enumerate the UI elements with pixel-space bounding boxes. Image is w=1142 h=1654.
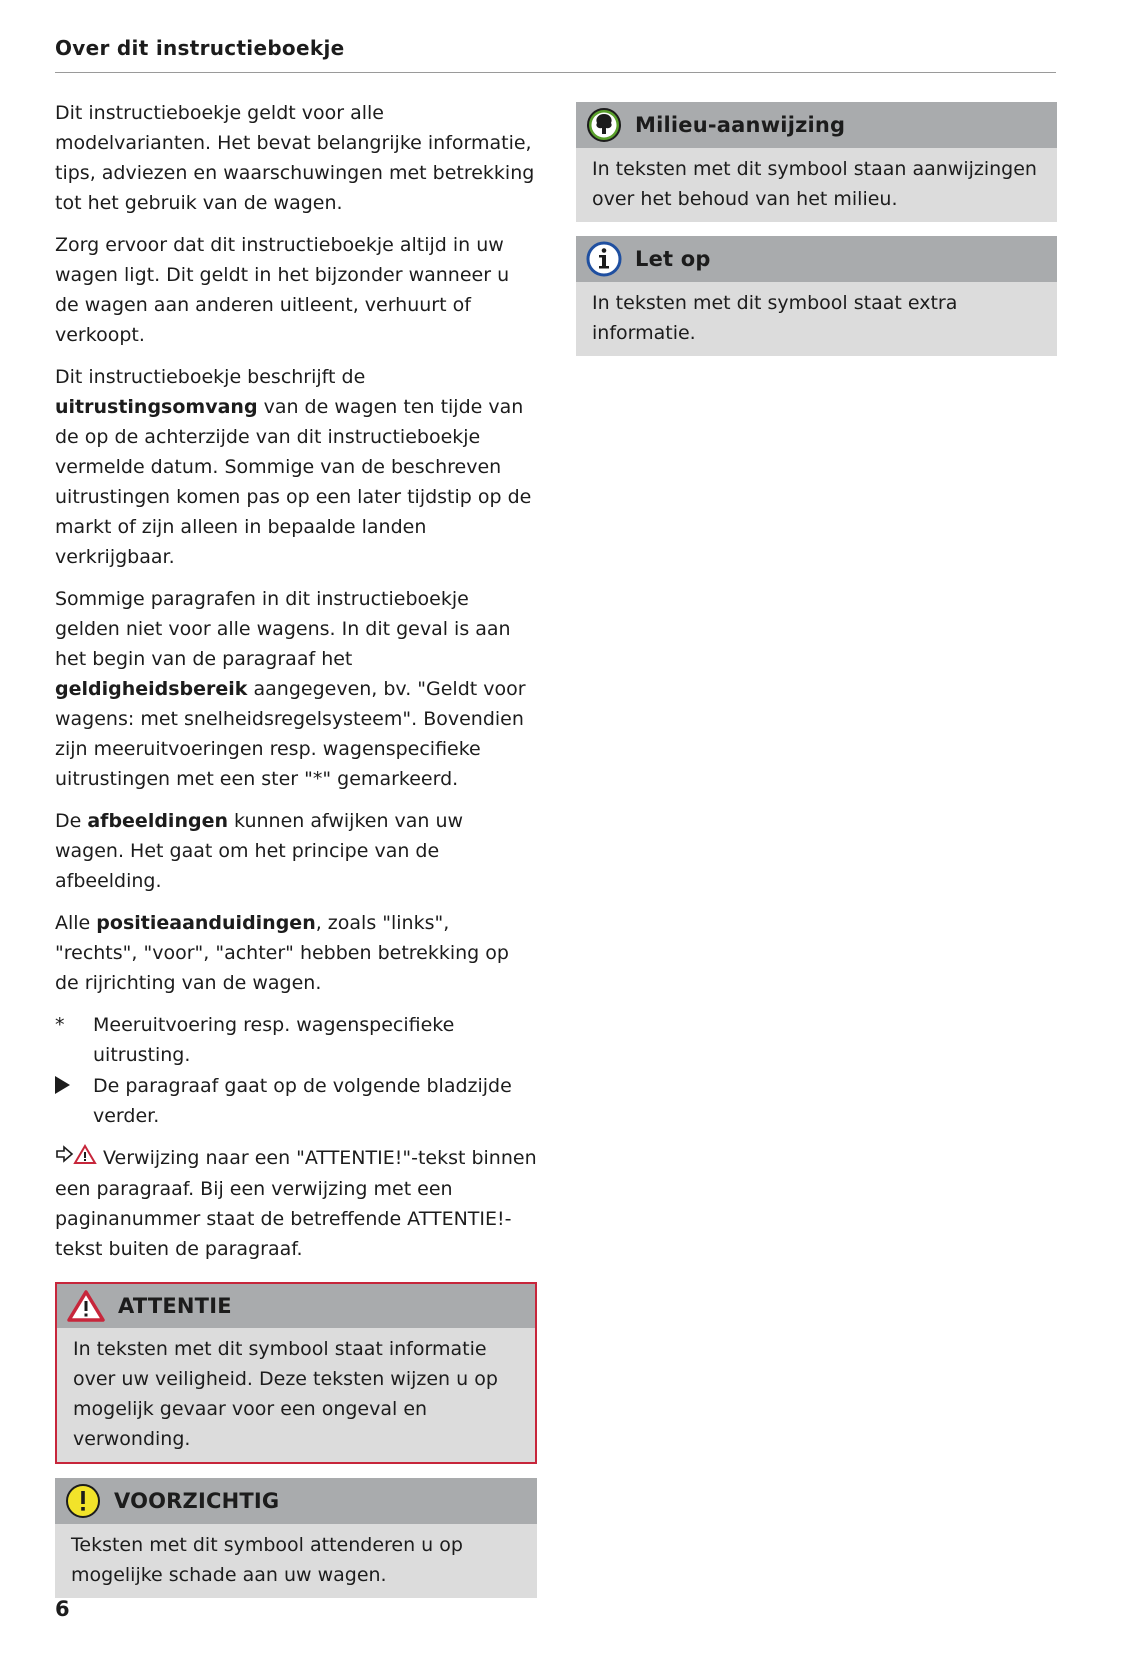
warning-triangle-icon — [66, 1289, 106, 1323]
bold-term: geldigheidsbereik — [55, 678, 248, 700]
arrow-warning-icon — [55, 1143, 99, 1165]
exclamation-circle-icon — [64, 1482, 102, 1520]
bold-term: positieaanduidingen — [96, 912, 316, 934]
caution-box-title: VOORZICHTIG — [114, 1489, 280, 1513]
left-column — [55, 98, 537, 1612]
symbol-legend — [55, 1010, 537, 1131]
environment-box-body: In teksten met dit symbool staan aanwijzingen over het behoud van het milieu. — [576, 148, 1057, 222]
attention-box-header — [57, 1284, 535, 1328]
bold-term: uitrustingsomvang — [55, 396, 258, 418]
paragraph-illustrations — [55, 806, 537, 896]
page-header — [55, 36, 1056, 73]
bold-term: afbeeldingen — [87, 810, 228, 832]
legend-text: Meeruitvoering resp. wagenspecifieke uitrusting. — [93, 1014, 455, 1066]
caution-box-body: Teksten met dit symbool attenderen u op mogelijke schade aan uw wagen. — [55, 1524, 537, 1598]
caution-box-header — [55, 1478, 537, 1524]
paragraph-equipment-scope — [55, 362, 537, 572]
caution-box — [55, 1478, 537, 1598]
attention-box-title: ATTENTIE — [118, 1294, 232, 1318]
text-span: Alle — [55, 912, 97, 934]
page-number: 6 — [55, 1597, 70, 1621]
environment-box-title: Milieu-aanwijzing — [635, 113, 846, 137]
text-span: Verwijzing naar een "ATTENTIE!"-tekst binnen een paragraaf. Bij een verwijzing met een paginanummer staat de betreffende ATTENTIE!-tekst buiten de paragraaf. — [55, 1147, 537, 1260]
info-icon — [585, 240, 623, 278]
right-column — [576, 102, 1057, 370]
text-span: kunnen afwijken van uw wagen. Het gaat om het principe van de afbeelding. — [55, 810, 464, 892]
text-span: aangegeven, bv. "Geldt voor wagens: met snelheidsregelsysteem". Bovendien zijn meeruitvoeringen resp. wagenspecifieke uitrustingen met een ster "*" gemarkeerd. — [55, 678, 526, 790]
info-box-body: In teksten met dit symbool staat extra informatie. — [576, 282, 1057, 356]
tree-icon — [585, 106, 623, 144]
paragraph-positions — [55, 908, 537, 998]
attention-box — [55, 1282, 537, 1464]
text-span: van de wagen ten tijde van de op de achterzijde van dit instructieboekje vermelde datum. Sommige van de beschreven uitrustingen komen pas op een later tijdstip op de markt of zijn alleen in bepaalde landen verkrijgbaar. — [55, 396, 532, 568]
reference-icons — [55, 1143, 99, 1174]
legend-text: De paragraaf gaat op de volgende bladzijde verder. — [93, 1075, 512, 1127]
legend-item — [55, 1071, 537, 1131]
info-box-header — [576, 236, 1057, 282]
legend-item — [55, 1010, 537, 1070]
legend-symbol — [55, 1071, 93, 1131]
text-span: De — [55, 810, 88, 832]
environment-box-header — [576, 102, 1057, 148]
text-span: Dit instructieboekje beschrijft de — [55, 366, 366, 388]
attention-box-body: In teksten met dit symbool staat informatie over uw veiligheid. Deze teksten wijzen u op mogelijk gevaar voor een ongeval en verwonding. — [57, 1328, 535, 1462]
environment-box — [576, 102, 1057, 222]
paragraph-validity — [55, 584, 537, 794]
info-box — [576, 236, 1057, 356]
text-span: Sommige paragrafen in dit instructieboekje gelden niet voor alle wagens. In dit geval is aan het begin van de paragraaf het — [55, 588, 511, 670]
paragraph-attention-reference — [55, 1143, 537, 1264]
info-box-title: Let op — [635, 247, 711, 271]
asterisk-icon: * — [55, 1014, 65, 1036]
page-title: Over dit instructieboekje — [55, 36, 345, 60]
text-span: , zoals "links", "rechts", "voor", "achter" hebben betrekking op de rijrichting van de wagen. — [55, 912, 509, 994]
triangle-right-icon — [55, 1076, 70, 1094]
paragraph-keep-in-car: Zorg ervoor dat dit instructieboekje altijd in uw wagen ligt. Dit geldt in het bijzonder wanneer u de wagen aan anderen uitleent, verhuurt of verkoopt. — [55, 234, 510, 346]
paragraph-intro: Dit instructieboekje geldt voor alle modelvarianten. Het bevat belangrijke informatie, tips, adviezen en waarschuwingen met betrekking tot het gebruik van de wagen. — [55, 102, 535, 214]
